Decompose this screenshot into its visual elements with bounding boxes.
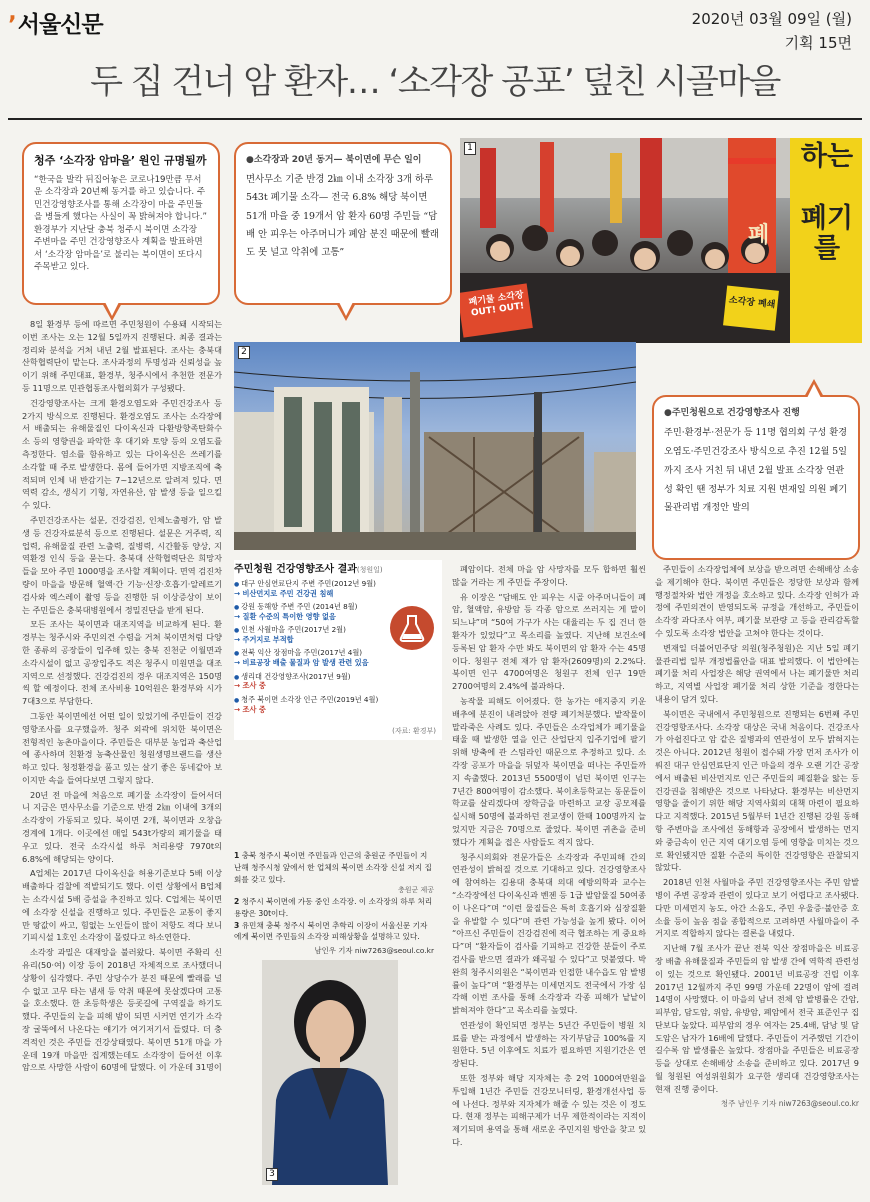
flask-icon-art [390,606,434,650]
caption-item: 3 유민채 충북 청주시 북이면 추학리 이장이 서울신문 기자에게 북이면 주민들의 소각장 피해상황을 설명하고 있다. [234,920,428,942]
protest-sign-4: 폐기물 소각장 OUT! OUT! [468,290,525,319]
headline: 두 집 건너 암 환자… ‘소각장 공포’ 덮친 시골마을 [90,62,780,102]
bubble-tail-inner [807,384,821,398]
issue-date: 2020년 03월 09일 (월) [691,10,852,28]
bubble-tail-inner [105,302,119,316]
article-column-1 [22,318,222,1190]
paragraph: 폐암이다. 전체 마을 암 사망자를 모두 합하면 훨씬 많을 거라는 게 주민들 주장이다. [452,564,646,587]
protest-photo [460,138,862,343]
paragraph: 모든 조사는 북이면과 대조지역을 비교하게 된다. 환경부는 청주시와 주민의견 수렴을 거쳐 북이면처럼 다양한 종류의 공장들이 입주해 있는 충북 진천군 이월면과 소각시설이 없고 공장입주도 적은 청주시 미원면을 대조지역으로 선정했다. 건강검진의 경우 대조지역은 150명씩 할 예정이다. 전체 조사비용 10억원은 환경부와 시가 7대3으로 부담한다. [22,619,222,707]
paragraph: A업체는 2017년 다이옥신을 허용기준보다 5배 이상 배출하다 검찰에 적발되기도 했다. 이런 상황에서 B업체는 소각시설 5배 증설을 추진하고 있다. C업체는 북이면에 소각장 신설을 진행하고 있다. 주민들은 교통이 좋지만 땅값이 싸고, 힘없는 노인들이 많이 저항도 적다 보니 기피시설 1호인 소각장이 몰렸다고 하소연한다. [22,868,222,943]
table-row-subject: ● 인천 사월마을 주민(2017년 2월) [234,625,384,635]
paragraph: 소각장 과밀은 대재앙을 불러왔다. 북이면 주확리 신유리(50·여) 이장 등이 2018년 자체적으로 조사했더니 상황이 심각했다. 주민 상당수가 분진 때문에 빨래를 널 수 없고 고무 타는 냄새 등 악취 때문에 못살겠다며 고통을 호소했다. 한 초등학생은 등굣길에 구역질을 하기도 했다. 주민들의 눈을 피해 밤이 되면 시커먼 연기가 소각장 굴뚝에서 나온다는 얘기가 여기저기서 들렸다. 더 충격적인 것은 주민들 건강상태였다. 북이면 51개 마을 가운데 19개 마을만 집계했는데도 소각장이 들어선 이후 암으로 사망한 사람이 60명에 달했다. 이 가운데 31명이 [22,947,222,1073]
table-row-result: → 질환 수준의 특이한 영향 없음 [234,611,336,621]
caption-text: 유민채 충북 청주시 북이면 추학리 이장이 서울신문 기자에게 북이면 주민들의 소각장 피해상황을 설명하고 있다. [234,920,428,942]
table-row-subject: ● 강원 동해항 주변 주민 (2014년 8월) [234,602,384,612]
table-title-source: (청원일) [356,566,383,574]
caption-item: 2 청주시 북이면에 가동 중인 소각장. 이 소각장의 하루 처리용량은 30t이다. [234,897,433,918]
table-title-text: 주민청원 건강영향조사 결과 [234,564,357,575]
protest-sign-5: 소각장 폐쇄 [728,295,776,311]
paragraph: 8일 환경부 등에 따르면 주민청원이 수용돼 시작되는 이번 조사는 오는 12월 5일까지 진행된다. 최종 결과는 정리와 분석을 거쳐 내년 2월 발표된다. 조사는 충북대 산학협력단이 맡는다. 조사과정의 투명성과 신뢰성을 높이기 위해 주민대표, 환경부, 청주시에서 추천한 전문가 등 11명으로 민관협동조사협의회가 구성됐다. [22,319,222,393]
photo-number-1: 1 [464,142,476,155]
table-row [234,672,384,691]
paragraph: 20년 전 마을에 처음으로 폐기물 소각장이 들어서더니 지금은 면사무소를 기준으로 반경 2㎞ 이내에 3개의 소각장이 가동되고 있다. 북이면 2개, 북이면과 오창읍 경계에 1개다. 이곳에선 매일 543t가량의 폐기물을 태우고 있다. 전국 소각시설 하루 처리용량 7970t의 6.8%에 해당되는 양이다. [22,789,222,864]
photo-captions [234,850,434,957]
table-row [234,579,384,598]
table-row [234,625,384,644]
summary-bubble-1-title: ●소각장과 20년 동거— 북이면에 무슨 일이 [246,155,422,165]
logo-mark-icon: ʼ [8,12,16,38]
protest-sign-3: 폐기를 [800,203,854,264]
caption-text: 청주시 북이면에 가동 중인 소각장. 이 소각장의 하루 처리용량은 30t이다. [234,897,433,918]
paragraph: 건강영향조사는 크게 환경오염도와 주민건강조사 등 2가지 방식으로 진행된다. 환경오염도 조사는 소각장에서 배출되는 유해물질인 다이옥신과 다환방향족탄화수소 등의 영향권을 파악한 후 대기와 토양 등의 오염도를 측정한다. 염소를 함유하고 있는 다이옥신은 쓰레기를 소각할 때 주로 발생한다. 몸에 들어가면 지방조직에 축적되며 인체 내 반감기는 7~12년으로 알려져 있다. 면역력 감소, 생식기 기형, 자연유산, 암 발생 등을 일으킬 수 있다. [22,397,222,511]
table-row-result: → 주거지로 부적합 [234,635,294,645]
paragraph: 농작물 피해도 이어졌다. 한 농가는 애지중지 키운 배추에 분진이 내려앉아 전량 폐기처분했다. 밭작물이 말라죽은 사례도 있다. 주민들은 소각업체가 폐기물을 태울 때 발생한 열을 인근 산업단지 입주기업에 팔기 위해 방축에 관 스팀라인 때문으로 추정하고 있다. 소각장 공포가 마을을 뒤덮자 북이면을 떠나는 주민들까지 속출했다. 2013년 5500명이 넘던 북이면 인구는 7년간 800여명이 감소했다. 북이초등학교는 동문들이 학교를 살리겠다며 장학금을 마련하고 교장 공모제를 실시해 50명에 불과하던 전교생이 한때 100명까지 늘었지만 지금은 70명으로 줄었다. 북이면 귀촌을 준비했다가 계획을 접은 사람들도 적지 않다. [452,695,646,847]
incinerator-photo [234,342,636,550]
table-row-subject: ● 대구 안심연료단지 주변 주민(2012년 9월) [234,579,384,589]
intro-bubble [22,142,220,305]
table-row [234,648,384,667]
table-row-result: → 비료공장 배출 물질과 암 발생 관련 있음 [234,658,369,668]
article-column-2 [452,563,646,1163]
table-row-result: → 비산먼지로 주민 건강권 침해 [234,588,334,598]
protest-sign-2: 폐 [748,223,770,248]
table-row-subject: ● 전북 익산 장점마을 주민(2017년 4월) [234,648,384,658]
bubble-tail-inner [339,302,353,316]
caption-text: 충북 청주시 북이면 주민들과 인근의 충원군 주민들이 지난해 청주시청 앞에서 한 업체의 북이면 소각장 신설 저지 집회를 갖고 있다. [234,851,432,884]
intro-bubble-title: 청주 ‘소각장 암마을’ 원인 규명될까 [34,154,207,167]
protest-sign-1: 하는 [800,141,854,172]
summary-bubble-2-body: 주민·환경부·전문가 등 11명 협의회 구성 환경오염도·주민건강조사 방식으로 추진 12월 5일까지 조사 거친 뒤 내년 2월 발표 소각장 연관성 확인 땐 정부가 치료 지원 변재일 의원 폐기물관리법 개정안 발의 [664,427,848,514]
summary-bubble-2 [652,395,860,560]
table-title [234,560,442,575]
paragraph: 또한 정부와 해당 지자체는 총 2억 1000여만원을 투입해 1년간 주민들 건강모니터링, 환경개선사업 등에 나선다. 정부와 지자체가 해줄 수 있는 것은 이 정도다. 현재 정부는 피해구제가 너무 제한적이라는 지적이 제기되며 용역을 통해 새로운 주민지원 방안을 찾고 있다. [452,1073,646,1148]
summary-bubble-2-title: ●주민청원으로 건강영향조사 진행 [664,408,800,418]
header-rule [8,118,862,120]
health-survey-table [234,560,442,740]
table-row [234,602,384,621]
summary-bubble-1-body: 면사무소 기준 반경 2㎞ 이내 소각장 3개 하루 543t 폐기물 소각— 전국 6.8% 해당 북이면 51개 마을 중 19개서 암 환자 60명 주민들 “담배 안 피우는 아주머니가 폐암 분진 때문에 빨래도 못 널고 악취에 고통” [246,174,439,259]
flask-icon [390,606,434,650]
article-column-3 [655,563,859,1173]
paragraph: 청주시의회와 전문가들은 소각장과 주민피해 간의 연관성이 밝혀질 것으로 기대하고 있다. 건강영향조사에 참여하는 김용대 충북대 의대 예방의학과 교수는 “소각장에선 다이옥신과 벤젠 등 1급 발암물질 50여종이 나온다”며 “이런 물질들은 특히 호흡기와 심장질환을 유발할 수 있다”며 관련 가능성을 높게 봤다. 이어 “아프신 주민들이 건강검진에 적극 협조하는 게 중요하다”며 “환자들이 검사를 기피하고 건강한 분들이 주로 검사를 받으면 결과가 왜곡될 수 있다”고 덧붙였다. 박완희 청주시의원은 “북이면과 인접한 내수읍도 암 발병률이 높다”며 “환경부는 미세먼지도 전국에서 가장 심각해 이번 조사를 통해 소각장과 각종 피해가 낱낱이 밝혀져야 한다”고 목소리를 높였다. [452,851,646,1016]
page-info: 기획 15면 [784,34,852,52]
caption-credit: 충원군 제공 [397,886,434,895]
logo-text: 서울신문 [17,12,103,38]
paragraph: 변재일 더불어민주당 의원(청주청원)은 지난 5일 폐기물관리법 일부 개정법률안을 대표 발의했다. 이 법안에는 폐기물 처리 사업장은 해당 권역에서 나는 폐기물만 처리하고, 지역별 사업장 폐기물 처리 상한 기준을 정한다는 내용이 담겨 있다. [655,642,859,704]
incinerator-photo-art [234,342,636,550]
paragraph: 연관성이 확인되면 정부는 5년간 주민들이 병원 치료를 받는 과정에서 발생하는 자기부담금 100%를 지원한다. 5년 이후에도 치료가 필요하면 지원기간은 연장된다. [452,1019,646,1069]
table-row [234,695,384,714]
table-row-subject: ● 생리대 건강영향조사(2017년 9월) [234,672,384,682]
intro-bubble-body: “한국을 발칵 뒤집어놓은 코로나19만큼 무서운 소각장과 20년째 동거를 하고 있습니다. 주민건강영향조사를 통해 소각장이 마을 주민들을 병들게 했다는 사실이 꼭 밝혀져야 합니다.” 환경부가 지난달 충북 청주시 북이면 소각장 주변마을 주민 건강영향조사 계획을 발표하면서 ‘소각장 암마을’로 불리는 북이면이 또다시 주목받고 있다. [34,175,208,273]
photo-number-2: 2 [238,346,250,359]
photo-number-3: 3 [266,1168,278,1181]
paragraph: 그동안 북이면에선 어떤 일이 있었기에 주민들이 건강영향조사를 요구했을까. 청주 외곽에 위치한 북이면은 전형적인 농촌마을이다. 주민들은 대부분 농업과 축산업에 종사하며 친환경 농축산물인 청원생명브랜드를 생산하고 있다. 청정환경을 품고 있는 살기 좋은 동네같아 보이지만 속을 들여다보면 그렇지 않다. [22,710,222,785]
table-source: (자료: 환경부) [392,727,436,735]
portrait-photo-art [262,960,398,1185]
article-byline: 청주 남인우 기자 niw7263@seoul.co.kr [720,1098,859,1108]
portrait-photo [262,960,398,1185]
summary-bubble-1 [234,142,452,305]
paragraph: 2018년 인천 사월마을 주민 건강영향조사는 주민 암발병이 주변 공장과 관련이 있다고 보기 어렵다고 조사됐다. 다만 미세먼지 농도, 아간 소음도, 주민 우울증·불안증 호소율 등이 높음 점을 종합적으로 고려하면 사월마을이 주거지로 적합하지 않다는 결론을 내렸다. [655,877,859,939]
caption-item: 1 충북 청주시 북이면 주민들과 인근의 충원군 주민들이 지난해 청주시청 앞에서 한 업체의 북이면 소각장 신설 저지 집회를 갖고 있다. [234,851,432,884]
masthead-logo [8,6,103,39]
paragraph: 지난해 7월 조사가 끝난 전북 익산 장점마을은 비료공장 배출 유해물질과 주민들의 암 발생 간에 역학적 관련성이 있는 것으로 확인됐다. 2001년 비료공장 건립 이후 2017년 12월까지 주민 99명 가운데 22명이 암에 걸려 14명이 사망했다. 이 마을의 남녀 전체 암 발병률은 간암, 피부암, 담도암, 위암, 유방암, 폐암에서 전국 표준인구 집단보다 높았다. 피부암의 경우 여자는 25.4배, 담낭 및 담도암은 남자가 16배에 달했다. 주민들이 거주했던 기간이 길수록 암 발생률은 높았다. 장점마을 주민들은 비료공장 등을 상대로 손해배상 소송을 준비하고 있다. 2017년 9월 청원된 여성위원회가 요구한 생리대 건강영향조사는 현재 진행 중이다. [655,943,859,1094]
paragraph: 주민들이 소각장업체에 보상을 받으려면 손해배상 소송을 제기해야 한다. 북이면 주민들은 정당한 보상과 함께 행정절차와 법안 개정을 호소하고 있다. 소각장 인허가 과정에 주민의견이 반영되도록 규정을 개선하고, 주민들이 소각장 과다조사 여부, 폐기물 보관량 고 등을 관리감독할 수 있도록 소각장 법안을 고쳐야 한다는 것이다. [655,564,859,638]
paragraph: 주민건강조사는 설문, 건강검진, 인체노출평가, 암 발생 등 건강자료분석 등으로 진행된다. 설문은 거주력, 직업력, 유해물질 관련 노출력, 질병력, 시간활동 양상, 지역환경 인식 등을 묻는다. 충북대 산학협력단은 희망자들을 모아 주민 1000명을 조사할 계획이다. 면역 검진차량이 마을을 방문해 혈액·간 기능·신장·호흡기·알레르기 검사와 엑스레이 촬영 등을 진행한 뒤 이상증상이 보이는 주민들은 충북대병원에서 정밀진단을 받게 된다. [22,514,222,615]
table-row-result: → 조사 중 [234,681,266,691]
paragraph: 북이면은 국내에서 주민청원으로 진행되는 6번째 주민건강영향조사다. 소각장 대상은 국내 처음이다. 건강조사가 아쉽진다고 암 같은 질병과의 연관성이 모두 밝혀지는 것은 아니다. 2012년 청원이 접수돼 가장 먼저 조사가 이뤄진 대구 안심연료단지 인근 마을의 경우 오랜 기간 공장에서 배출된 비산먼지로 인근 주민들의 폐질환을 앓는 등 건강권을 침해받은 것으로 나타났다. 환경부는 비산먼지 영향을 줄이기 위한 해당 지역사회의 대책 마련이 필요하다고 지적했다. 2015년 5월부터 1년간 진행된 강원 동해항 주변마을 조사에선 동해항과 공장에서 발생하는 먼지와 중금속이 인근 지역 대기오염 등에 영향을 미치는 것으로 확인됐지만 질환 수준의 특이한 건강영향은 관찰되지 않았다. [655,708,859,873]
paragraph: 유 이장은 “담배도 안 피우는 시골 아주머니들이 폐암, 혈액암, 유방암 등 각종 암으로 쓰러지는 게 말이 되느냐”며 “50여 가구가 사는 대율리는 두 집 건너 한 환자가 있었다”고 목소리를 높였다. 지난해 보건소에 등록된 암 환자 수만 봐도 북이면의 암 환자 수는 45명이다. 청원구 전체 재가 암 환자(2609명)의 2.2%다. 북이면 인구 4700여명은 청원구 전체 인구 19만 2700여명의 2.4%에 불과하다. [452,591,646,692]
caption-byline: 남인우 기자 niw7263@seoul.co.kr [314,946,434,956]
table-row-result: → 조사 중 [234,704,266,714]
table-row-subject: ● 청주 북이면 소각장 인근 주민(2019년 4월) [234,695,384,705]
